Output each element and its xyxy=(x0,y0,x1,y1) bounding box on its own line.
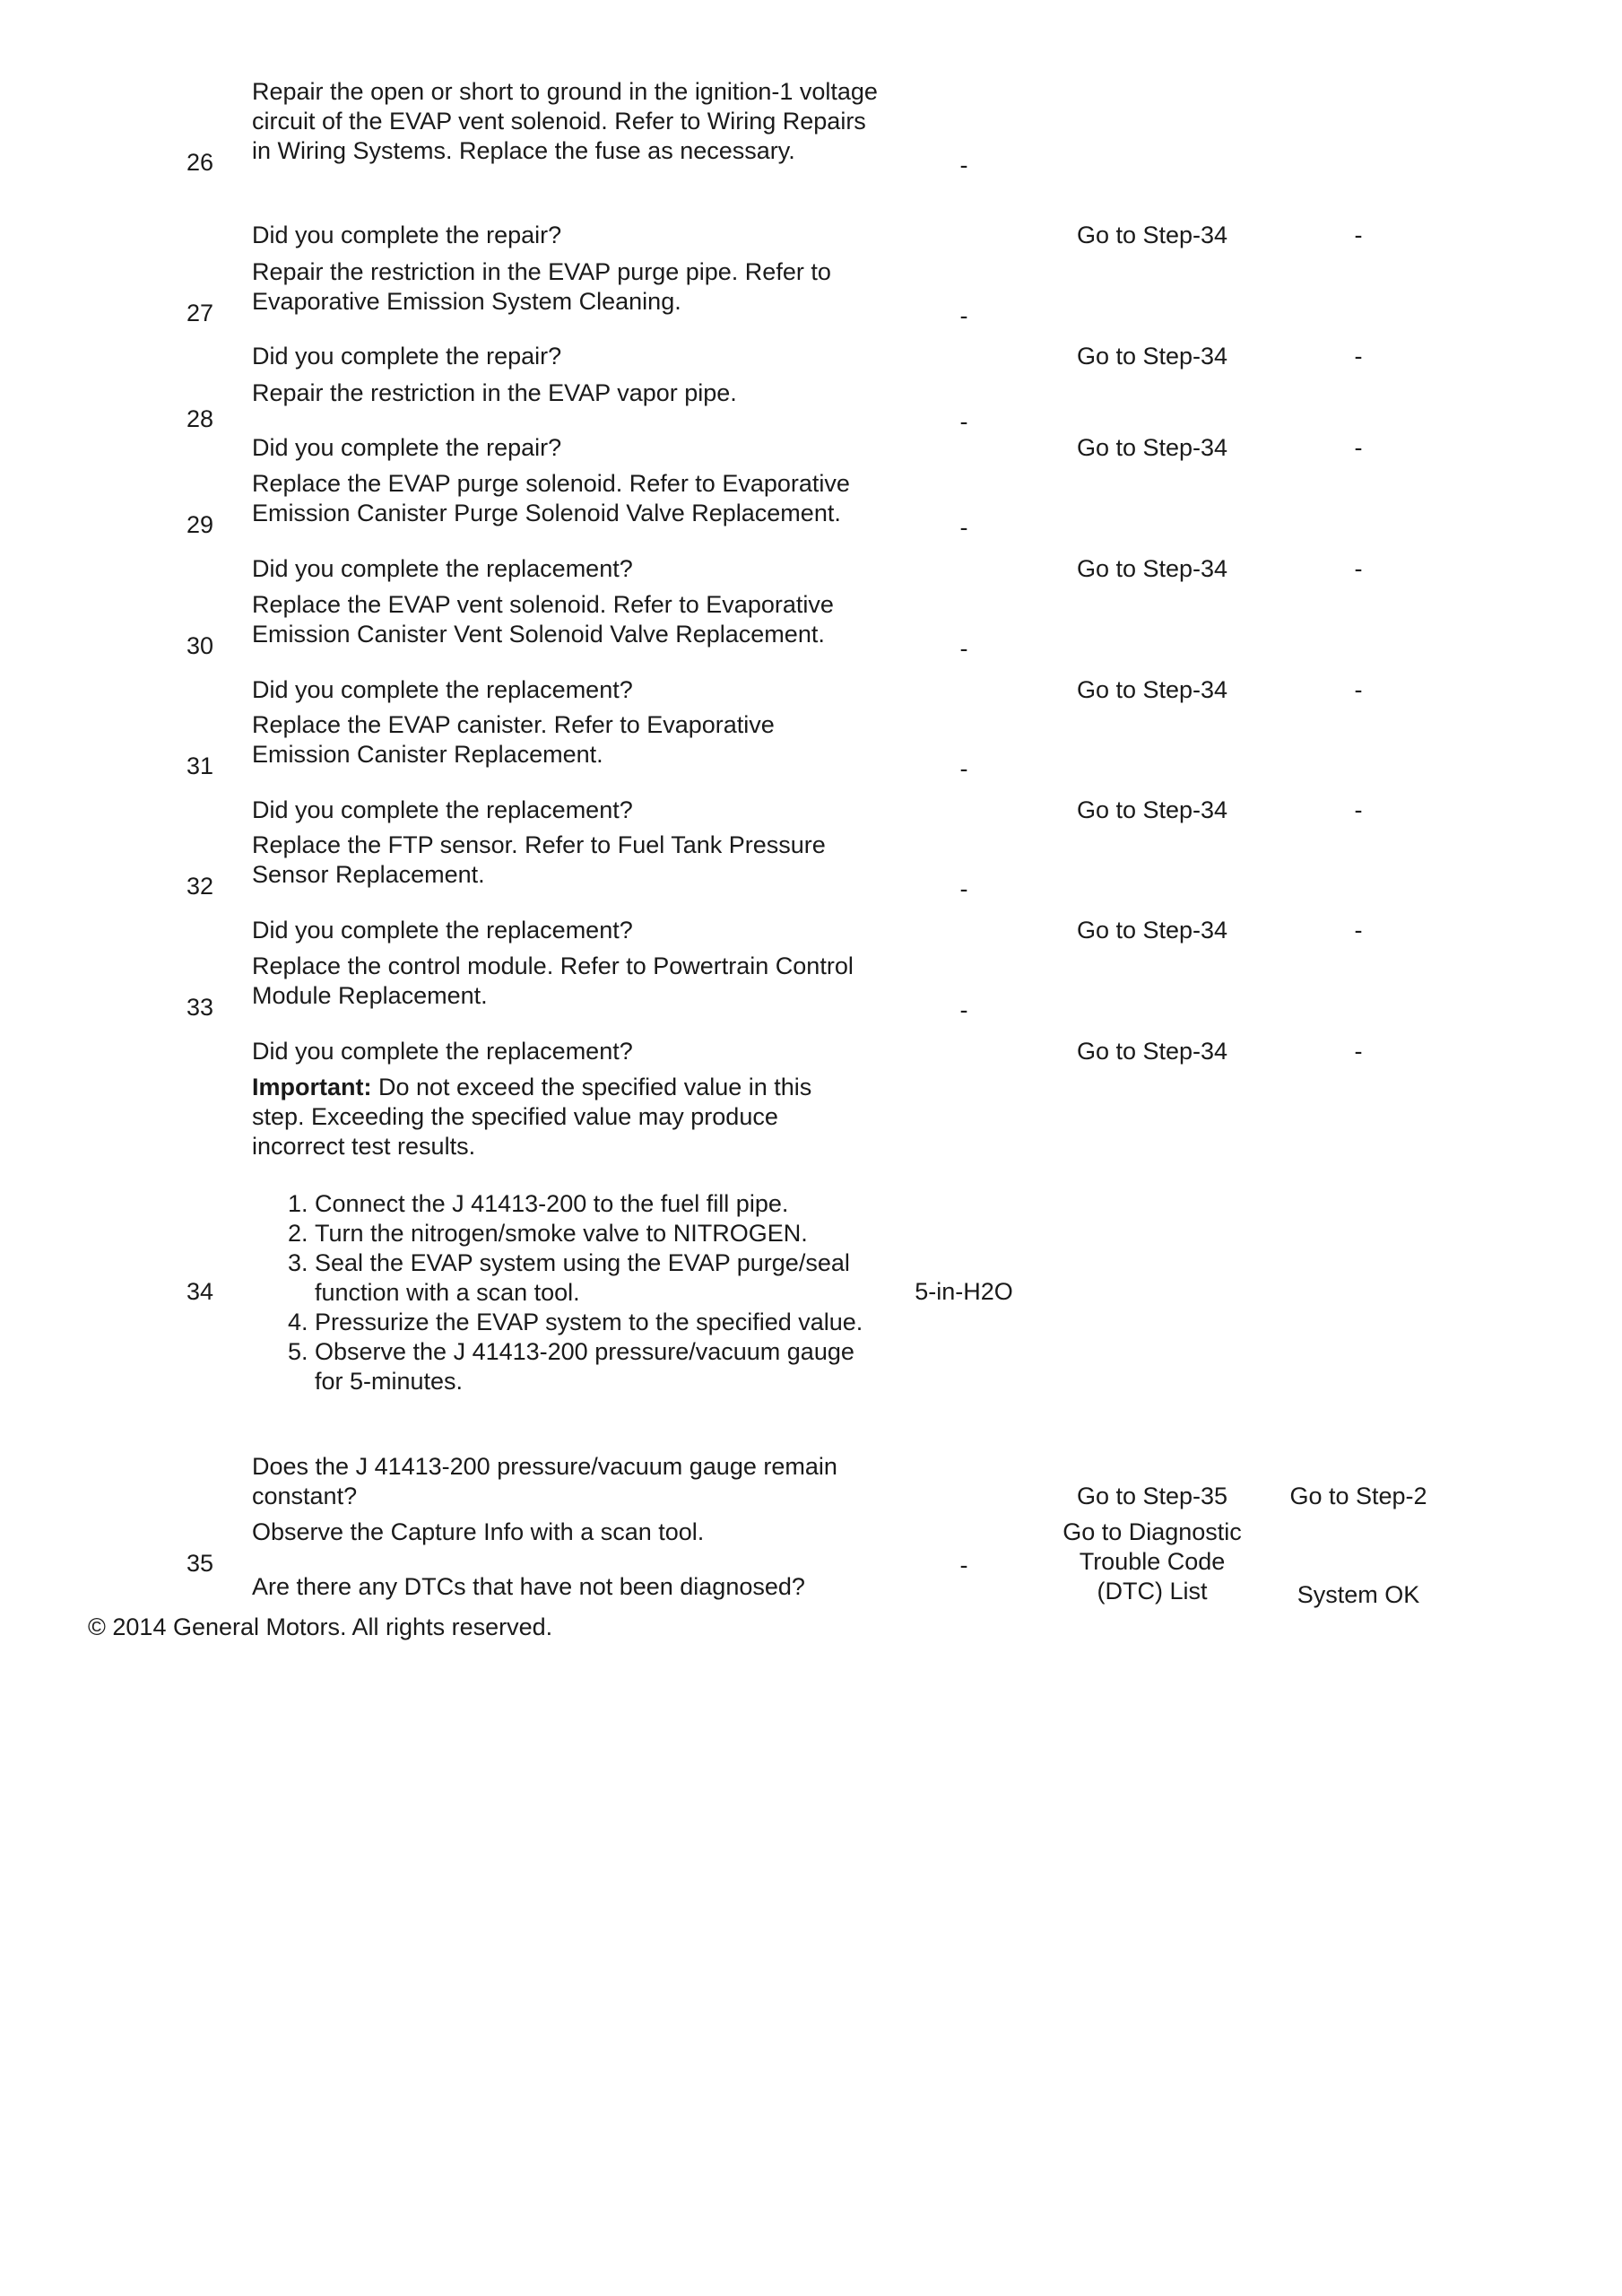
step-number: 32 xyxy=(186,873,214,900)
step-no-action: - xyxy=(1354,434,1363,461)
step-yes-action: Go to Diagnostic Trouble Code (DTC) List xyxy=(1063,1518,1242,1605)
step-no-action: - xyxy=(1354,222,1363,248)
step-question: Did you complete the replacement? xyxy=(252,796,633,823)
step-yes-action: Go to Step-34 xyxy=(1076,222,1228,248)
procedure-list-container xyxy=(252,1189,880,1396)
step-action: Repair the restriction in the EVAP purge pipe. Refer to Evaporative Emission System Cleaning. xyxy=(252,258,831,315)
step-yes-action: Go to Step-34 xyxy=(1076,676,1228,703)
step-value: - xyxy=(959,996,968,1023)
step-number: 34 xyxy=(186,1278,214,1305)
step-no-action: - xyxy=(1354,676,1363,703)
step-action: Observe the Capture Info with a scan tool. xyxy=(252,1518,705,1545)
step-yes-action: Go to Step-34 xyxy=(1076,1038,1228,1065)
step-yes-action: Go to Step-34 xyxy=(1076,555,1228,582)
step-yes-action: Go to Step-34 xyxy=(1076,434,1228,461)
step-number: 29 xyxy=(186,511,214,538)
step-question: Did you complete the replacement? xyxy=(252,1038,633,1065)
step-question: Does the J 41413-200 pressure/vacuum gauge remain constant? xyxy=(252,1453,837,1509)
step-question: Did you complete the repair? xyxy=(252,343,562,370)
step-value: - xyxy=(959,514,968,541)
procedure-step: 4. Pressurize the EVAP system to the specified value. xyxy=(315,1308,880,1337)
copyright-footer: © 2014 General Motors. All rights reserved. xyxy=(88,1613,553,1640)
step-action: Repair the restriction in the EVAP vapor pipe. xyxy=(252,379,737,406)
step-no-action: - xyxy=(1354,917,1363,944)
step-value: - xyxy=(959,635,968,662)
step-yes-action: Go to Step-34 xyxy=(1076,343,1228,370)
procedure-step: 1. Connect the J 41413-200 to the fuel fill pipe. xyxy=(315,1189,880,1219)
procedure-list xyxy=(252,1189,880,1396)
step-number: 28 xyxy=(186,405,214,432)
step-no-action: - xyxy=(1354,796,1363,823)
step-action: Replace the FTP sensor. Refer to Fuel Tank Pressure Sensor Replacement. xyxy=(252,831,826,888)
step-action: Replace the EVAP purge solenoid. Refer to Evaporative Emission Canister Purge Solenoid Valve Replacement. xyxy=(252,470,850,526)
step-value: - xyxy=(959,755,968,782)
important-note xyxy=(252,1073,862,1161)
step-number: 26 xyxy=(186,149,214,176)
procedure-step: 2. Turn the nitrogen/smoke valve to NITROGEN. xyxy=(315,1219,880,1248)
step-number: 33 xyxy=(186,994,214,1021)
step-value: - xyxy=(959,152,968,178)
step-question: Did you complete the replacement? xyxy=(252,676,633,703)
step-value: - xyxy=(959,875,968,902)
step-action: Replace the control module. Refer to Powertrain Control Module Replacement. xyxy=(252,952,854,1009)
step-action: Replace the EVAP vent solenoid. Refer to Evaporative Emission Canister Vent Solenoid Valve Replacement. xyxy=(252,591,834,648)
step-action: Repair the open or short to ground in the ignition-1 voltage circuit of the EVAP vent solenoid. Refer to Wiring Repairs in Wiring Systems. Replace the fuse as necessary. xyxy=(252,78,878,164)
step-number: 35 xyxy=(186,1550,214,1577)
step-question: Did you complete the replacement? xyxy=(252,555,633,582)
step-yes-action: Go to Step-35 xyxy=(1076,1483,1228,1509)
step-question: Did you complete the repair? xyxy=(252,434,562,461)
step-yes-action: Go to Step-34 xyxy=(1076,917,1228,944)
step-number: 30 xyxy=(186,632,214,659)
step-question: Are there any DTCs that have not been diagnosed? xyxy=(252,1573,805,1600)
step-action: Replace the EVAP canister. Refer to Evaporative Emission Canister Replacement. xyxy=(252,711,775,768)
procedure-step: 5. Observe the J 41413-200 pressure/vacuum gauge for 5-minutes. xyxy=(315,1337,880,1396)
important-label: Important: xyxy=(252,1074,372,1100)
step-no-action: - xyxy=(1354,1038,1363,1065)
step-value: - xyxy=(959,302,968,329)
important-text: Do not exceed the specified value in this step. Exceeding the specified value may produce incorrect test results. xyxy=(252,1074,812,1160)
step-yes-action: Go to Step-34 xyxy=(1076,796,1228,823)
step-question: Did you complete the repair? xyxy=(252,222,562,248)
step-no-action: System OK xyxy=(1297,1581,1420,1608)
step-value: 5-in-H2O xyxy=(915,1278,1013,1305)
step-number: 31 xyxy=(186,752,214,779)
step-no-action: - xyxy=(1354,343,1363,370)
step-value: - xyxy=(959,1552,968,1578)
step-number: 27 xyxy=(186,300,214,326)
step-question: Did you complete the replacement? xyxy=(252,917,633,944)
step-value: - xyxy=(959,408,968,435)
step-no-action: Go to Step-2 xyxy=(1289,1483,1427,1509)
step-no-action: - xyxy=(1354,555,1363,582)
procedure-step: 3. Seal the EVAP system using the EVAP purge/seal function with a scan tool. xyxy=(315,1248,880,1308)
